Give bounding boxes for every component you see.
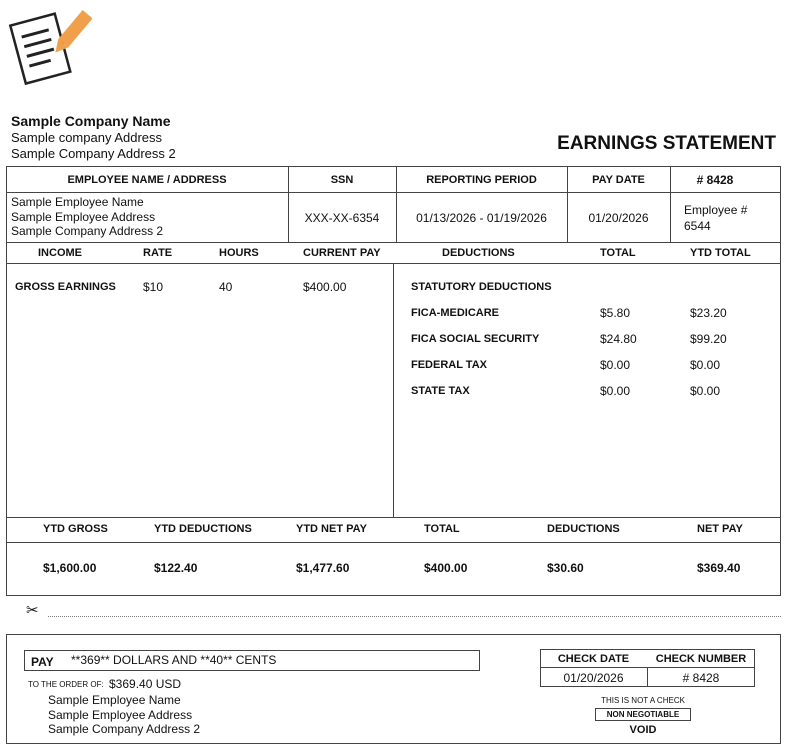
ytd-total-header: YTD TOTAL: [690, 247, 751, 259]
ytd-gross-header: YTD GROSS: [43, 523, 108, 535]
statutory-deductions-label: STATUTORY DEDUCTIONS: [411, 281, 552, 293]
ytd-net-pay-header: YTD NET PAY: [296, 523, 367, 535]
deduction-label: FICA-MEDICARE: [411, 307, 499, 319]
ytd-net-pay-value: $1,477.60: [296, 561, 350, 575]
pay-label: PAY: [31, 655, 54, 669]
deduction-ytd: $23.20: [690, 306, 727, 320]
ytd-deductions-header: YTD DEDUCTIONS: [154, 523, 252, 535]
non-negotiable-text: NON NEGOTIABLE: [606, 710, 680, 719]
ytd-gross-value: $1,600.00: [43, 561, 97, 575]
net-pay-value: $369.40: [697, 561, 741, 575]
company-address-2: Sample Company Address 2: [11, 146, 176, 161]
summary-deductions-header: DEDUCTIONS: [547, 523, 620, 535]
payee-address-2: Sample Company Address 2: [48, 722, 201, 736]
check-date-value: 01/20/2026: [563, 671, 624, 685]
void-text: VOID: [629, 724, 657, 736]
summary-deductions-value: $30.60: [547, 561, 584, 575]
hours-value: 40: [219, 280, 233, 294]
deduction-ytd: $99.20: [690, 332, 727, 346]
period-value: 01/13/2026 - 01/19/2026: [416, 211, 547, 225]
check-number-label: CHECK NUMBER: [655, 653, 747, 665]
payee-info: [48, 693, 200, 737]
deduction-label: FICA SOCIAL SECURITY: [411, 333, 540, 345]
company-name: Sample Company Name: [11, 113, 171, 129]
employee-number-label: Employee #: [684, 203, 748, 217]
pay-date-value: 01/20/2026: [588, 211, 649, 225]
payee-name: Sample Employee Name: [48, 693, 181, 707]
current-pay-value: $400.00: [303, 280, 347, 294]
deduction-ytd: $0.00: [690, 384, 721, 398]
deduction-label: FEDERAL TAX: [411, 359, 487, 371]
deduction-ytd: $0.00: [690, 358, 721, 372]
pay-date-header: PAY DATE: [592, 174, 645, 186]
gross-earnings-label: GROSS EARNINGS: [15, 281, 116, 293]
check-number-header: # 8428: [696, 173, 734, 187]
pay-amount-words: **369** DOLLARS AND **40** CENTS: [71, 653, 277, 667]
check-number-value: # 8428: [682, 671, 720, 685]
deduction-total: $0.00: [600, 384, 631, 398]
hours-header: HOURS: [219, 247, 259, 259]
employee-header: EMPLOYEE NAME / ADDRESS: [67, 174, 227, 186]
employee-address-2: Sample Company Address 2: [11, 224, 164, 238]
ssn-header: SSN: [330, 174, 354, 186]
company-address-1: Sample company Address: [11, 130, 163, 145]
cut-line: [48, 616, 781, 617]
employee-info: [11, 195, 163, 239]
employee-name: Sample Employee Name: [11, 195, 144, 209]
check-date-header: CHECK DATE: [557, 653, 630, 665]
deduction-total: $24.80: [600, 332, 637, 346]
net-pay-header: NET PAY: [697, 523, 743, 535]
payee-address-1: Sample Employee Address: [48, 707, 193, 722]
total-header: TOTAL: [600, 247, 636, 259]
summary-total-header: TOTAL: [424, 523, 460, 535]
employee-number: [684, 202, 747, 234]
statement-title: EARNINGS STATEMENT: [557, 133, 776, 154]
employee-address-1: Sample Employee Address: [11, 209, 156, 224]
summary-total-value: $400.00: [424, 561, 468, 575]
income-header: INCOME: [38, 247, 82, 259]
ytd-deductions-value: $122.40: [154, 561, 198, 575]
scissors-icon: ✂: [26, 602, 39, 619]
employee-number-value: 6544: [684, 219, 711, 233]
deductions-header: DEDUCTIONS: [442, 247, 515, 259]
current-pay-header: CURRENT PAY: [303, 247, 381, 259]
check-amount: $369.40 USD: [109, 677, 182, 691]
period-header: REPORTING PERIOD: [426, 174, 537, 186]
rate-header: RATE: [143, 247, 173, 259]
deduction-total: $0.00: [600, 358, 631, 372]
order-of-label: TO THE ORDER OF:: [28, 680, 104, 689]
rate-value: $10: [143, 280, 164, 294]
deduction-total: $5.80: [600, 306, 631, 320]
document-pencil-icon: [8, 6, 92, 86]
ssn-value: XXX-XX-6354: [304, 211, 380, 225]
deduction-label: STATE TAX: [411, 385, 470, 397]
not-a-check-text: THIS IS NOT A CHECK: [601, 696, 685, 705]
